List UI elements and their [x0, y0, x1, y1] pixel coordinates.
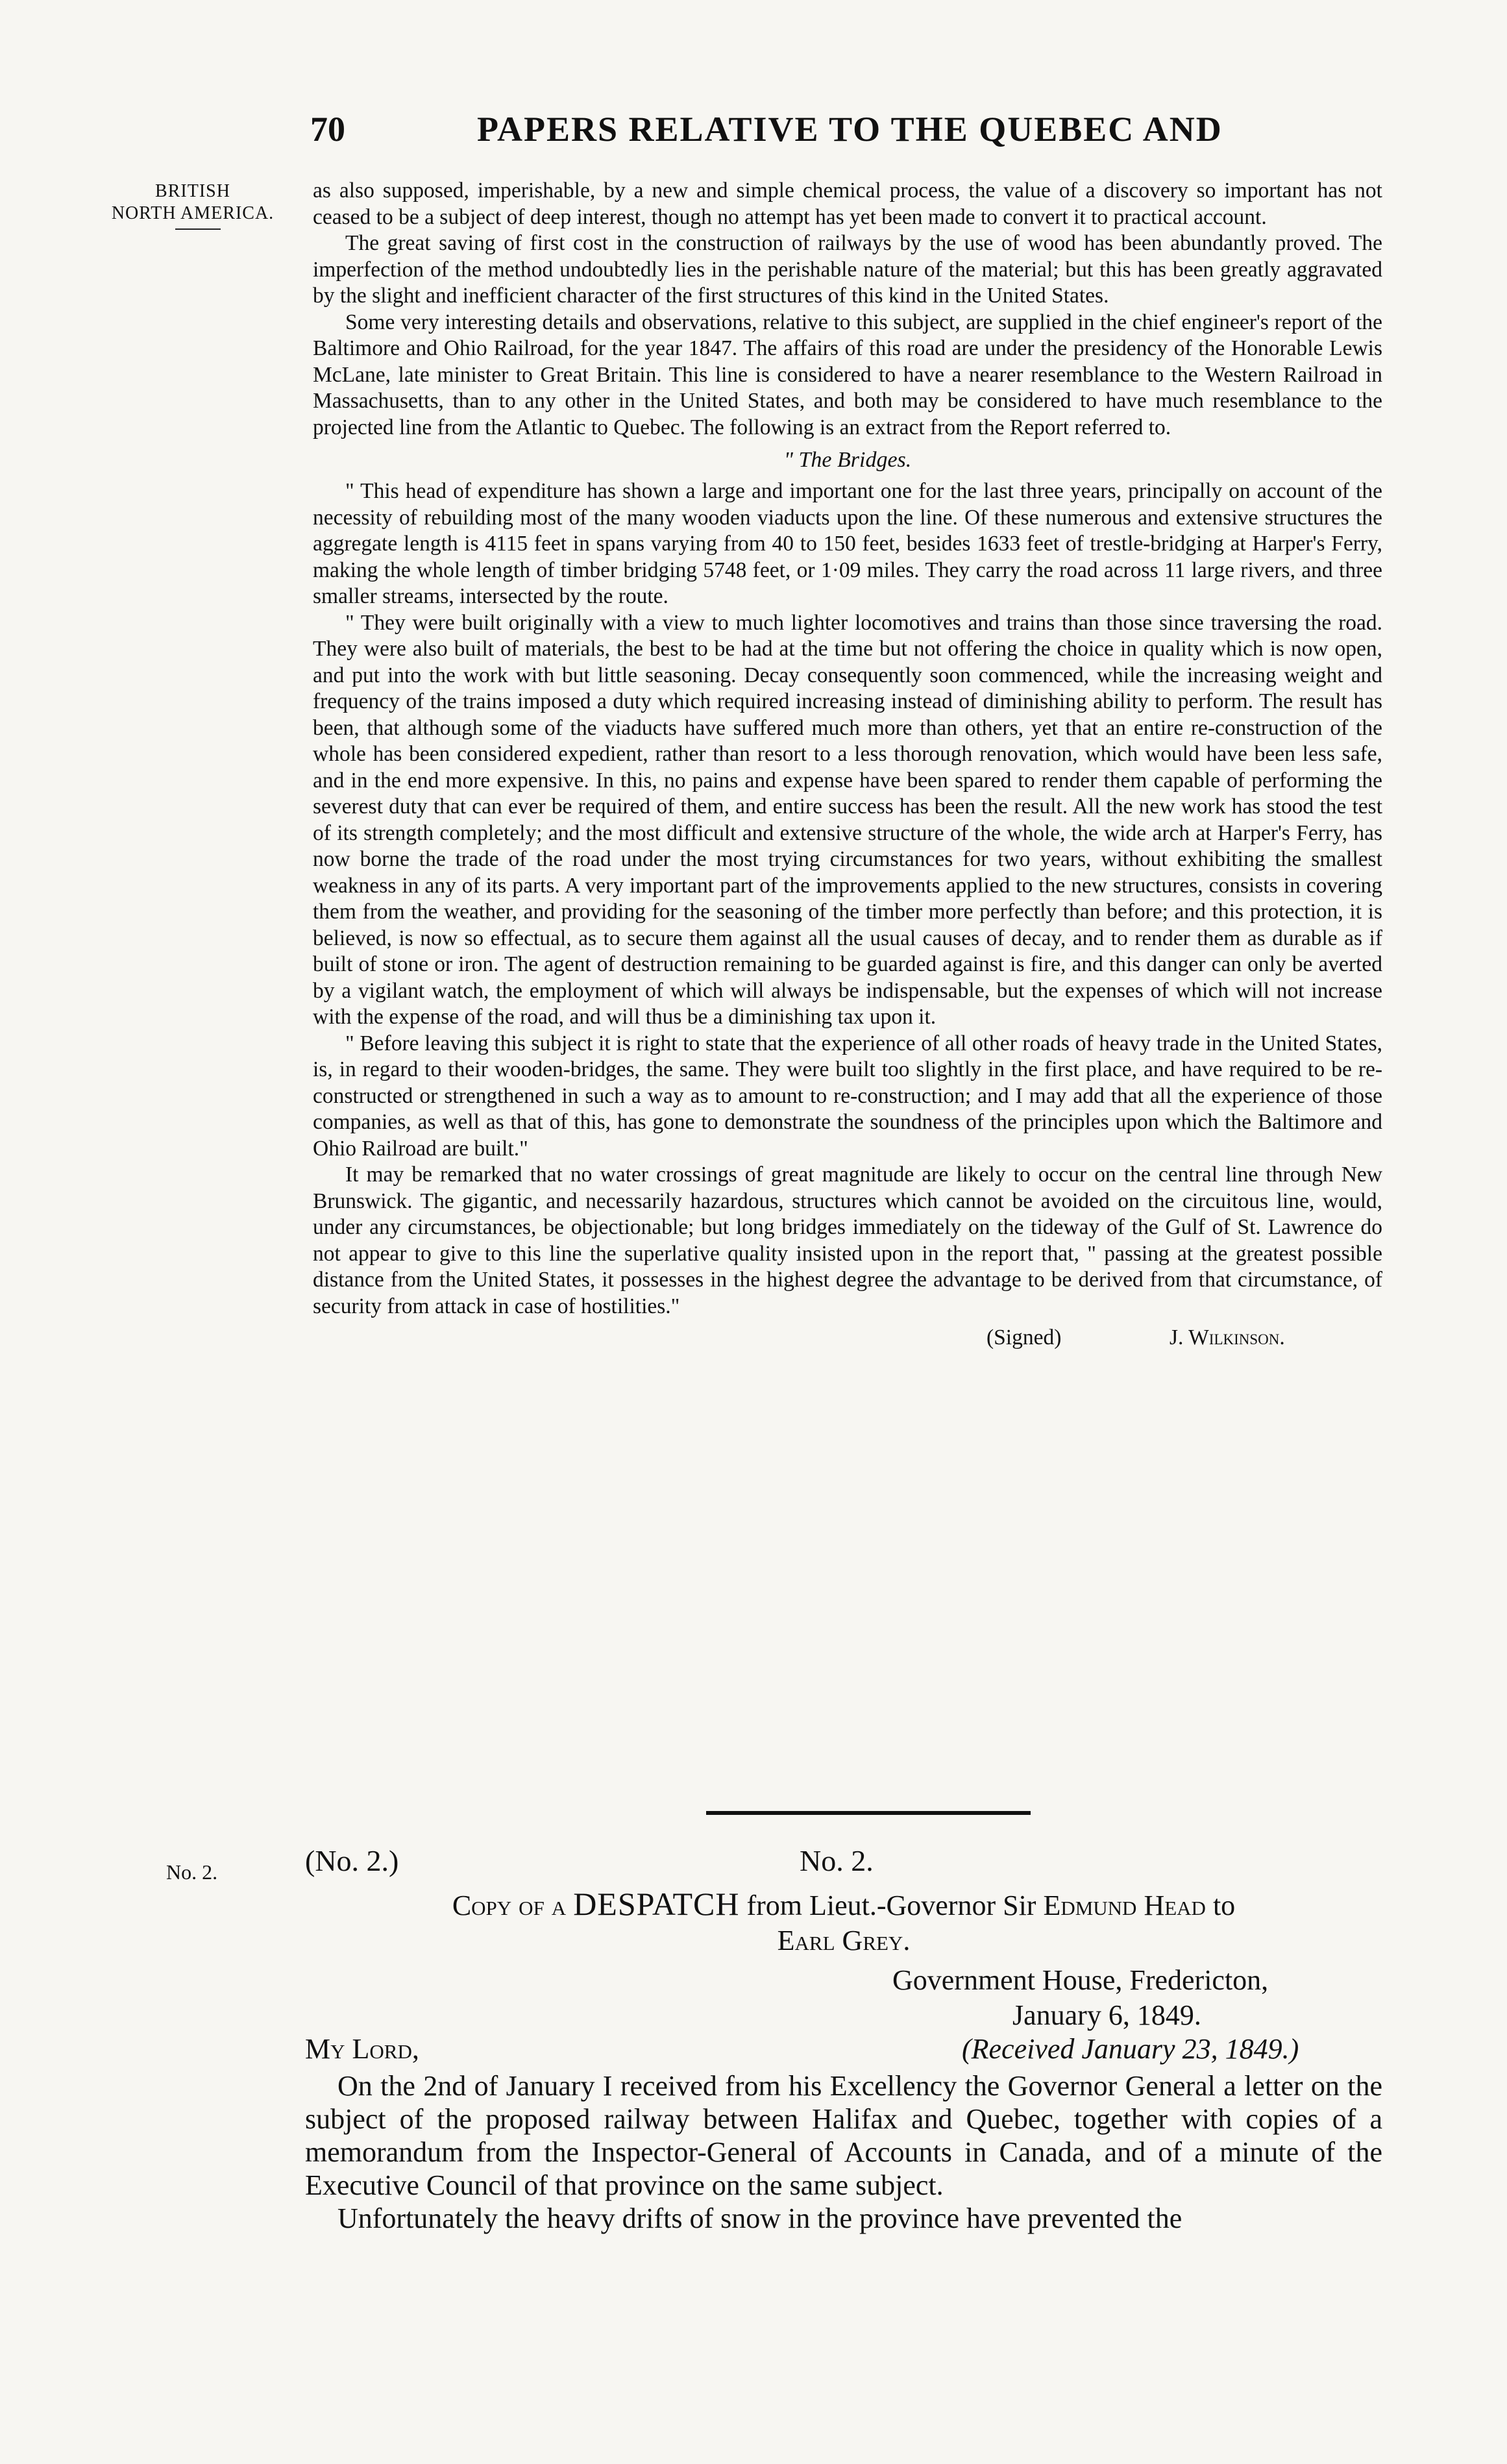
- despatch-place: Government House, Fredericton,: [892, 1964, 1269, 1996]
- quoted-paragraph-3: " Before leaving this subject it is right to state that the experience of all other roads of heavy trade in the United States, is, in regard to their wooden-bridges, the same. They were built too slightly in the first place, and have required to be re-constructed or strengthened in such a way as to amount to re-construction; and I may add that all the experience of those companies, as well as that of this, has gone to demonstrate the soundness of the principles upon which the Baltimore and Ohio Railroad are built.": [313, 1031, 1382, 1161]
- report-paragraph-4: It may be remarked that no water crossings of great magnitude are likely to occur on the central line through New Brunswick. The gigantic, and necessarily hazardous, structures which cannot be avoided on the circuitous line, would, under any circumstances, be objectionable; but long bridges immediately on the tideway of the Gulf of St. Lawrence do not appear to give to this line the superlative quality insisted upon in the report that, " passing at the greatest possible distance from the United States, it possesses in the highest degree the advantage to be derived from that circumstance, of security from attack in case of hostilities.": [313, 1163, 1382, 1318]
- signed-label: (Signed): [986, 1325, 1062, 1349]
- margin-label-line-1: BRITISH: [155, 181, 230, 201]
- received-date: (Received January 23, 1849.): [962, 2033, 1299, 2065]
- title-to: to: [1212, 1890, 1236, 1921]
- signature-line: [313, 1325, 1382, 1355]
- running-title: PAPERS RELATIVE TO THE QUEBEC AND: [477, 110, 1223, 149]
- title-despatch: DESPATCH: [573, 1886, 740, 1922]
- quoted-paragraph-1: " This head of expenditure has shown a large and important one for the last three years, principally on account of the necessity of rebuilding most of the many wooden viaducts upon the line. Of these numerous and extensive structures the aggregate length is 4115 feet in spans varying from 40 to 150 feet, besides 1633 feet of trestle-bridging at Harper's Ferry, making the whole length of timber bridging 5748 feet, or 1·09 miles. They carry the road across 11 large rivers, and three smaller streams, intersected by the route.: [313, 479, 1382, 608]
- margin-section-label: [79, 180, 306, 225]
- letter-paragraph-2: Unfortunately the heavy drifts of snow in the province have prevented the: [337, 2202, 1182, 2234]
- despatch-title: [305, 1886, 1382, 1958]
- report-body: [313, 178, 1382, 1355]
- report-paragraph-1: as also supposed, imperishable, by a new and simple chemical process, the value of a discovery so important has not ceased to be a subject of deep interest, though no attempt has yet been made to convert it to practical account.: [313, 179, 1382, 229]
- salutation: My Lord,: [305, 2033, 419, 2065]
- title-sender: Edmund Head: [1043, 1890, 1206, 1921]
- page-header: [0, 109, 1507, 161]
- letter-paragraph-1: On the 2nd of January I received from his Excellency the Governor General a letter on the subject of the proposed railway between Halifax and Quebec, together with copies of a memorandum from the Inspector-General of Accounts in Canada, and of a minute of the Executive Council of that province on the same subject.: [305, 2070, 1382, 2201]
- section-divider: [706, 1811, 1031, 1815]
- subheading-bridges: " The Bridges.: [783, 448, 912, 472]
- title-from: from Lieut.-Governor Sir: [746, 1890, 1036, 1921]
- report-paragraph-2: The great saving of first cost in the construction of railways by the use of wood has been abundantly proved. The imperfection of the method undoubtedly lies in the perishable nature of the material; but this has been greatly aggravated by the slight and inefficient character of the first structures of this kind in the United States.: [313, 231, 1382, 308]
- despatch-number-left: (No. 2.): [305, 1844, 399, 1877]
- despatch-date: January 6, 1849.: [1012, 1999, 1201, 2031]
- title-copy: Copy of a: [452, 1890, 567, 1921]
- quoted-paragraph-2: " They were built originally with a view to much lighter locomotives and trains than those since traversing the road. They were also built of materials, the best to be had at the time but not offering the choice in quality which is now open, and put into the work with but little seasoning. Decay consequently soon commenced, while the increasing weight and frequency of the trains imposed a duty which required increasing instead of diminishing ability to perform. The result has been, that although some of the viaducts have suffered much more than others, yet that an entire re-construction of the whole has been considered expedient, rather than resort to a less thorough renovation, which would have been less safe, and in the end more expensive. In this, no pains and expense have been spared to render them capable of performing the severest duty that can ever be required of them, and entire success has been the result. All the new work has stood the test of its strength completely; and the most difficult and extensive structure of the whole, the wide arch at Harper's Ferry, has now borne the trade of the road under the most trying circumstances for two years, without exhibiting the smallest weakness in any of its parts. A very important part of the improvements applied to the new structures, consists in covering them from the weather, and providing for the seasoning of the timber more perfectly than before; and this protection, it is believed, is now so effectual, as to secure them against all the usual causes of decay, and to render them as durable as if built of stone or iron. The agent of destruction remaining to be guarded against is fire, and this danger can only be averted by a vigilant watch, the employment of which will always be indispensable, but the expenses of which will not increase with the expense of the road, and will thus be a diminishing tax upon it.: [313, 610, 1382, 1029]
- title-recipient: Earl Grey.: [777, 1925, 911, 1956]
- margin-rule: [175, 228, 221, 230]
- report-paragraph-3: Some very interesting details and observations, relative to this subject, are supplied in the chief engineer's report of the Baltimore and Ohio Railroad, for the year 1847. The affairs of this road are under the presidency of the Honorable Lewis McLane, late minister to Great Britain. This line is considered to have a nearer resemblance to the Western Railroad in Massachusetts, than to any other in the United States, and both may be considered to have much resemblance to the projected line from the Atlantic to Quebec. The following is an extract from the Report referred to.: [313, 310, 1382, 439]
- despatch-number-center: No. 2.: [800, 1844, 874, 1877]
- margin-despatch-number: No. 2.: [166, 1860, 218, 1884]
- letter-body: [305, 2069, 1382, 2235]
- margin-label-line-2: NORTH AMERICA.: [111, 203, 275, 223]
- page-number: 70: [310, 110, 345, 149]
- signer-name: J. Wilkinson.: [1170, 1325, 1285, 1349]
